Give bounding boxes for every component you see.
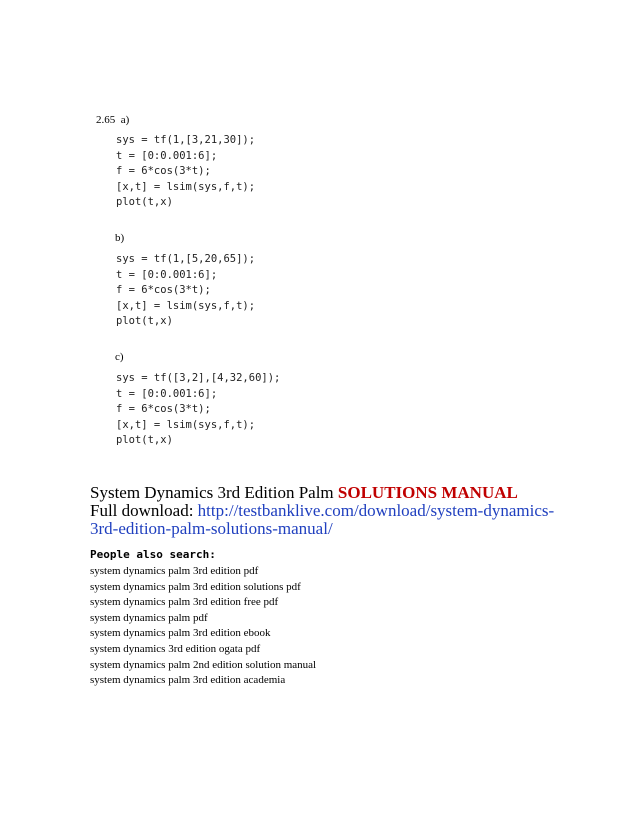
part-a-label: a) — [120, 114, 130, 126]
download-line — [90, 502, 580, 538]
download-label: Full download: — [90, 501, 198, 520]
code-line: [x,t] = lsim(sys,f,t); — [116, 180, 256, 193]
code-line: plot(t,x) — [116, 434, 173, 446]
download-link[interactable]: http://testbanklive.com/download/system-dynamics-3rd-edition-palm-solutions-manual/ — [90, 501, 555, 538]
related-search-item: system dynamics palm 2nd edition solution manual — [90, 658, 317, 671]
related-search-item: system dynamics palm 3rd edition ebook — [90, 627, 271, 640]
promo-footer — [90, 483, 610, 689]
code-line: f = 6*cos(3*t); — [116, 165, 211, 177]
book-title-text: System Dynamics 3rd Edition Palm — [90, 483, 338, 502]
code-line: t = [0:0.001:6]; — [116, 387, 218, 400]
code-line: sys = tf(1,[5,20,65]); — [116, 253, 256, 265]
related-search-item: system dynamics palm 3rd edition academia — [90, 674, 286, 687]
related-search-item: system dynamics palm 3rd edition pdf — [90, 565, 259, 577]
code-line: t = [0:0.001:6]; — [116, 268, 218, 281]
code-block-b — [116, 252, 255, 330]
code-line: plot(t,x) — [116, 196, 173, 208]
code-line: sys = tf(1,[3,21,30]); — [116, 134, 256, 146]
related-search-item: system dynamics palm pdf — [90, 611, 208, 624]
code-line: sys = tf([3,2],[4,32,60]); — [116, 372, 281, 384]
code-line: plot(t,x) — [116, 315, 173, 327]
code-line: f = 6*cos(3*t); — [116, 284, 211, 296]
related-search-item: system dynamics palm 3rd edition solutions pdf — [90, 580, 301, 593]
problem-heading — [96, 113, 129, 127]
code-block-a — [116, 133, 255, 211]
related-search-item: system dynamics palm 3rd edition free pdf — [90, 596, 279, 609]
code-block-c — [116, 371, 280, 449]
part-b-label: b) — [115, 232, 125, 244]
book-title — [90, 483, 610, 502]
code-line: f = 6*cos(3*t); — [116, 403, 211, 415]
code-line: [x,t] = lsim(sys,f,t); — [116, 418, 256, 431]
code-line: t = [0:0.001:6]; — [116, 149, 218, 162]
problem-number: 2.65 — [96, 114, 116, 126]
related-search-item: system dynamics 3rd edition ogata pdf — [90, 642, 261, 655]
solutions-manual-label: SOLUTIONS MANUAL — [337, 483, 518, 502]
search-heading: People also search: — [90, 548, 216, 561]
related-search-list — [90, 564, 610, 689]
part-c-label: c) — [115, 351, 124, 363]
code-line: [x,t] = lsim(sys,f,t); — [116, 299, 256, 312]
